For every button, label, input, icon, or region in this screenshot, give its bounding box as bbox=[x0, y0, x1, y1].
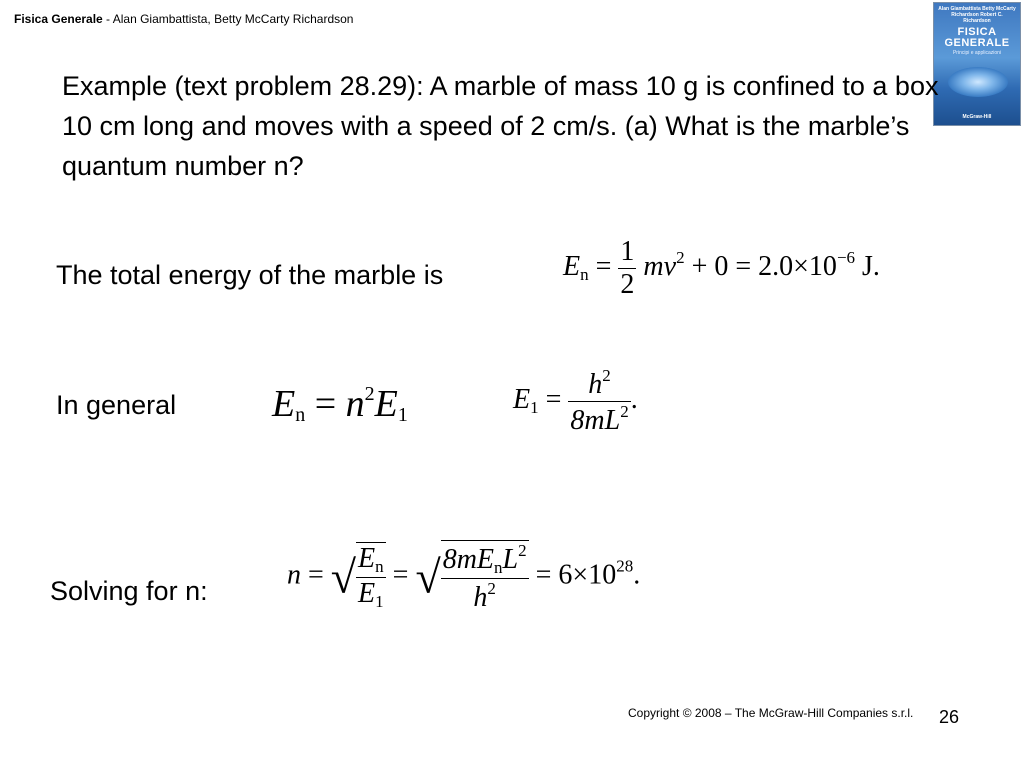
ground-energy-equation: $E_1$ = $\frac{h^2}{8mL^2}$ . bbox=[513, 366, 638, 436]
slide-header bbox=[14, 12, 353, 26]
page-number: 26 bbox=[939, 707, 960, 727]
cover-subtitle: Principi e applicazioni bbox=[952, 50, 1002, 56]
cover-title: FISICA GENERALE bbox=[944, 26, 1010, 49]
book-title: Fisica Generale bbox=[14, 12, 103, 26]
energy-equation: $E_n$ = $\frac{1}{2}$ $mv^2 + 0 = 2.0\times 10^{-6}$ J. bbox=[563, 236, 880, 300]
energy-label: The total energy of the marble is bbox=[56, 260, 444, 290]
solution-equation: n = √ $\frac{E_n}{E_1}$ = √ $\frac{8mE_nL^2}{h^2}$ = $6\times 10^{28}$. bbox=[287, 541, 641, 613]
book-authors: - Alan Giambattista, Betty McCarty Richardson bbox=[102, 12, 354, 26]
general-label: In general bbox=[56, 390, 177, 420]
copyright: Copyright © 2008 – The McGraw-Hill Companies s.r.l. bbox=[628, 706, 914, 720]
water-drop-icon bbox=[948, 67, 1008, 97]
solving-label: Solving for n: bbox=[50, 576, 208, 606]
cover-publisher: McGraw-Hill bbox=[962, 114, 992, 120]
book-cover-image bbox=[933, 2, 1021, 126]
sqrt-icon: √ bbox=[415, 551, 441, 603]
cover-authors: Alan Giambattista Betty McCarty Richardson Robert C. Richardson bbox=[938, 6, 1016, 24]
general-equation: $E_n = n^2E_1$ bbox=[272, 383, 408, 426]
problem-statement: Example (text problem 28.29): A marble of mass 10 g is confined to a box 10 cm long and moves with a speed of 2 cm/s. (a) What is the marble’s quantum number n? bbox=[62, 71, 939, 181]
sqrt-icon: √ bbox=[330, 551, 357, 603]
